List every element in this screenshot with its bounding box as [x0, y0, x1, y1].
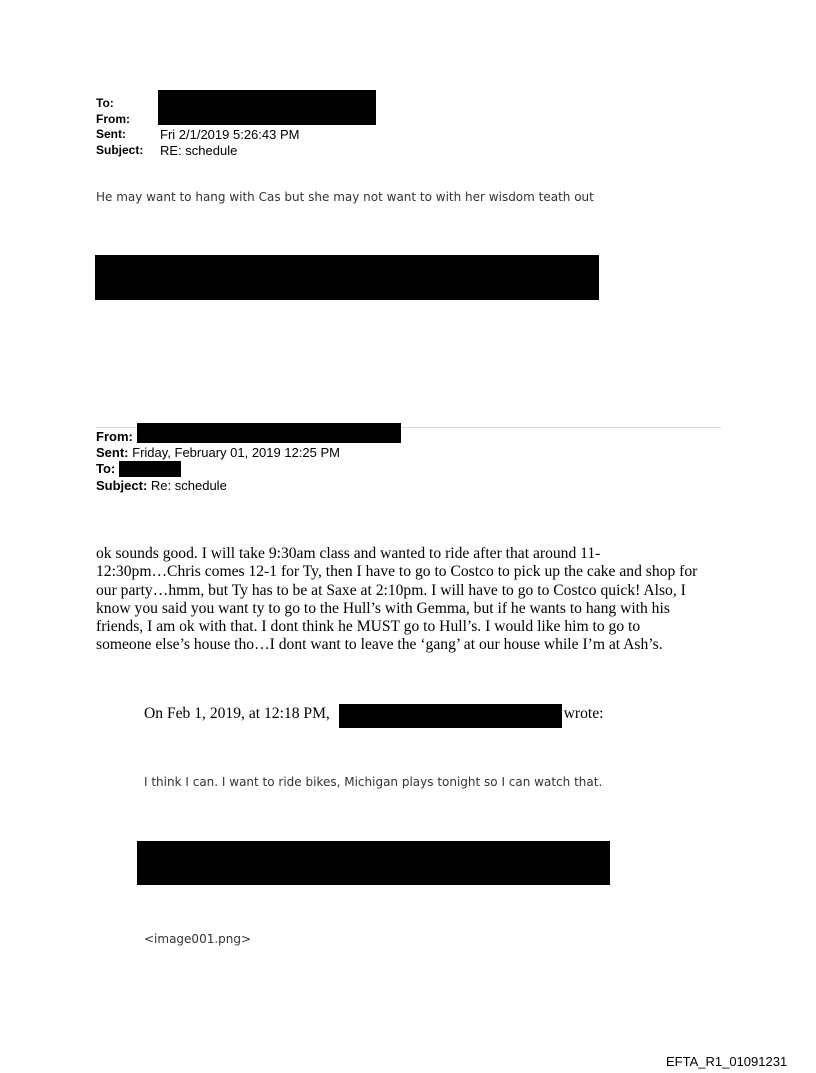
email1-sent-value: Fri 2/1/2019 5:26:43 PM [160, 127, 300, 142]
email1-header-labels [96, 96, 143, 158]
email2-sent-value: Friday, February 01, 2019 12:25 PM [132, 445, 340, 461]
email2-subject-row [96, 478, 340, 494]
redaction-email1-signature [95, 255, 599, 300]
redaction-quoted-signature [137, 841, 610, 885]
redaction-email2-to [119, 461, 181, 477]
email1-to-label: To: [96, 96, 114, 110]
email1-subject-label: Subject: [96, 142, 144, 157]
email1-subject-value: RE: schedule [160, 142, 238, 158]
email1-header-values [160, 127, 299, 158]
email2-subject-value: Re: schedule [150, 477, 227, 493]
email2-body-line: someone else’s house tho…I dont want to leave the ‘gang’ at our house while I’m at Ash’s. [96, 636, 663, 654]
email2-subject-label: Subject: [96, 477, 148, 493]
email2-to-label: To: [96, 461, 116, 477]
email2-body [96, 545, 726, 655]
email2-body-line: our party…hmm, but Ty has to be at Saxe at 2:10pm. I will have to go to Costco quick! Also, I [96, 581, 686, 599]
email2-body-line: know you said you want ty to go to the Hull’s with Gemma, but if he wants to hang with his [96, 599, 670, 617]
redaction-email1-to-from [158, 90, 376, 125]
redaction-email2-from [137, 423, 401, 443]
redaction-quoted-sender [339, 704, 562, 728]
email2-body-line: friends, I am ok with that. I dont think he MUST go to Hull’s. I would like him to go to [96, 618, 641, 636]
email2-body-line: ok sounds good. I will take 9:30am class and wanted to ride after that around 11- [96, 545, 601, 562]
email2-body-line: 12:30pm…Chris comes 12-1 for Ty, then I have to go to Costco to pick up the cake and shop for [96, 563, 698, 581]
quoted-header-prefix: On Feb 1, 2019, at 12:18 PM, [144, 705, 330, 722]
email1-sent-label: Sent: [96, 127, 126, 141]
email1-from-label: From: [96, 111, 130, 126]
attachment-placeholder: <image001.png> [144, 932, 252, 946]
email2-sent-row [96, 445, 340, 461]
quoted-header-suffix: wrote: [563, 705, 604, 722]
email1-body: He may want to hang with Cas but she may not want to with her wisdom teath out [96, 190, 594, 204]
email2-sent-label: Sent: [96, 445, 129, 461]
email2-from-label: From: [96, 429, 133, 444]
document-id: EFTA_R1_01091231 [666, 1054, 788, 1069]
quoted-body: I think I can. I want to ride bikes, Michigan plays tonight so I can watch that. [144, 775, 603, 789]
